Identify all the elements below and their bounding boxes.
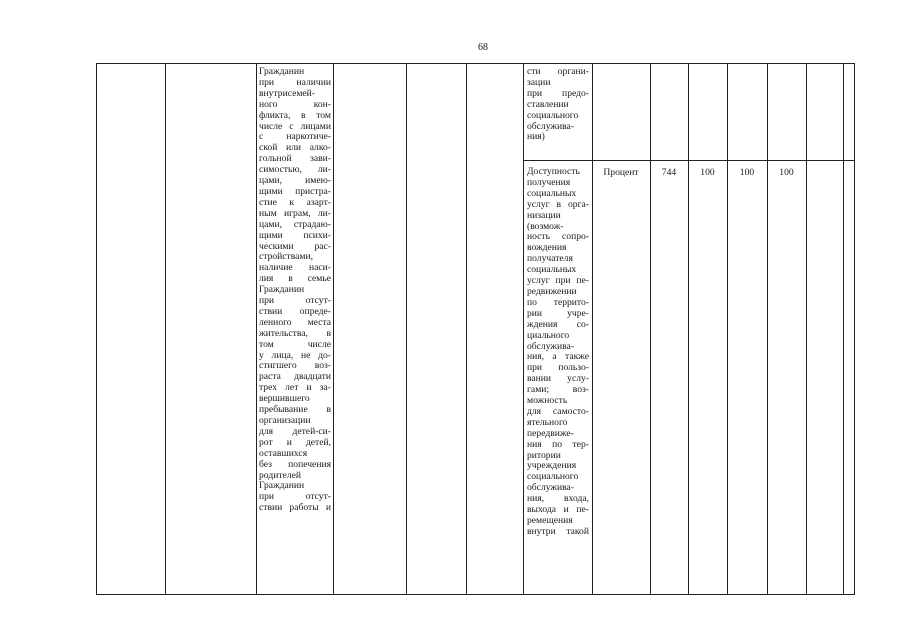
cell-text-line: ния, входа, <box>527 494 589 505</box>
cell-text-line: рии учре- <box>527 308 589 319</box>
cell-text-line: раста двадцати <box>259 372 331 383</box>
cell-text-line: получения <box>527 177 571 188</box>
cell-text-line: обслужива- <box>527 483 575 494</box>
cell-text-line: с наркотиче- <box>259 132 331 143</box>
cell-text-line: по террито- <box>527 297 589 308</box>
table-top-border <box>96 63 854 64</box>
cell-text-line: при наличии <box>259 77 331 88</box>
cell-text-line: Гражданин <box>259 481 305 492</box>
table-column-divider <box>333 63 334 595</box>
cell-text-line: ставлении <box>527 99 569 110</box>
cell-text-line: обслужива- <box>527 121 575 132</box>
cell-text-line: ность сопро- <box>527 232 589 243</box>
cell-text-line: ния, а также <box>527 352 589 363</box>
value-cell-1: 100 <box>700 167 715 178</box>
cell-text-line: вании услу- <box>527 374 589 385</box>
table-column-divider <box>523 63 524 595</box>
cell-text-line: пребывание в <box>259 405 331 416</box>
cell-text-line: Гражданин <box>259 285 305 296</box>
cell-text-line: трех лет и за- <box>259 383 331 394</box>
table-column-divider <box>854 63 855 595</box>
unit-cell: Процент <box>603 167 639 178</box>
cell-text-line: наличие наси- <box>259 263 331 274</box>
table-column-divider <box>843 63 844 595</box>
page-number: 68 <box>478 42 488 53</box>
cell-text-line: при предо- <box>527 88 589 99</box>
cell-text-line: при отсут- <box>259 296 331 307</box>
table-column-divider <box>165 63 166 595</box>
value-cell-3: 100 <box>779 167 794 178</box>
cell-text-line: учреждения <box>527 461 577 472</box>
cell-text-line: низации <box>527 210 561 221</box>
cell-text-line: жительства, в <box>259 328 331 339</box>
cell-text-line: цами, имею- <box>259 176 331 187</box>
cell-text-line: социальных <box>527 188 577 199</box>
cell-text-line: ствии работы и <box>259 503 331 514</box>
cell-text-line: социального <box>527 110 579 121</box>
table-bottom-border <box>96 594 854 595</box>
cell-text-line: у лица, не до- <box>259 350 331 361</box>
cell-text-line: можность <box>527 396 568 407</box>
table-column-divider <box>592 63 593 595</box>
cell-text-line: щими психи- <box>259 230 331 241</box>
cell-text-line: гольной зави- <box>259 154 331 165</box>
cell-text-line: при отсут- <box>259 492 331 503</box>
table-column-divider <box>256 63 257 595</box>
cell-text-line: обслужива- <box>527 341 575 352</box>
cell-text-line: ного кон- <box>259 99 331 110</box>
indicator-top-cell <box>527 67 589 143</box>
cell-text-line: внутри такой <box>527 526 589 537</box>
cell-text-line: Гражданин <box>259 67 305 77</box>
cell-text-line: циального <box>527 330 570 341</box>
table-column-divider <box>806 63 807 595</box>
cell-text-line: внутрисемей- <box>259 88 315 99</box>
cell-text-line: гами; воз- <box>527 385 589 396</box>
table-column-divider <box>650 63 651 595</box>
cell-text-line: ждения со- <box>527 319 589 330</box>
cell-text-line: стигшего воз- <box>259 361 331 372</box>
cell-text-line: ствии опреде- <box>259 306 331 317</box>
cell-text-line: социальных <box>527 265 577 276</box>
cell-text-line: ятельного <box>527 417 568 428</box>
cell-text-line: цами, страдаю- <box>259 219 331 230</box>
cell-text-line: для самосто- <box>527 406 589 417</box>
cell-text-line: ния) <box>527 132 545 143</box>
cell-text-line: передвиже- <box>527 428 574 439</box>
cell-text-line: вершившего <box>259 394 310 405</box>
cell-text-line: сти органи- <box>527 67 589 77</box>
cell-text-line: ным играм, ли- <box>259 208 331 219</box>
table-column-divider <box>466 63 467 595</box>
cell-text-line: стие к азарт- <box>259 197 331 208</box>
category-cell <box>259 67 331 514</box>
cell-text-line: ленного места <box>259 317 331 328</box>
cell-text-line: услуг в орга- <box>527 199 589 210</box>
cell-text-line: без попечения <box>259 459 331 470</box>
cell-text-line: фликта, в том <box>259 110 331 121</box>
cell-text-line: ния по тер- <box>527 439 589 450</box>
value-cell-2: 100 <box>739 167 755 178</box>
cell-text-line: ремещения <box>527 516 573 526</box>
cell-text-line: при пользо- <box>527 363 589 374</box>
cell-text-line: Доступность <box>527 167 580 177</box>
cell-text-line: вождения <box>527 243 567 254</box>
cell-text-line: рот и детей, <box>259 437 331 448</box>
table-column-divider <box>688 63 689 595</box>
cell-text-line: выхода и пе- <box>527 505 589 516</box>
cell-text-line: симостью, ли- <box>259 165 331 176</box>
cell-text-line: зации <box>527 77 551 88</box>
cell-text-line: том числе <box>259 339 331 350</box>
code-cell: 744 <box>661 167 677 178</box>
cell-text-line: организации <box>259 416 311 426</box>
table-column-divider <box>727 63 728 595</box>
table-column-divider <box>406 63 407 595</box>
indicator-main-cell <box>527 167 589 538</box>
cell-text-line: ритории <box>527 450 561 461</box>
cell-text-line: числе с лицами <box>259 121 331 132</box>
cell-text-line: ческими рас- <box>259 241 331 252</box>
cell-text-line: щими пристра- <box>259 186 331 197</box>
cell-text-line: получателя <box>527 254 573 265</box>
table-column-divider <box>767 63 768 595</box>
cell-text-line: (возмож- <box>527 221 564 232</box>
cell-text-line: для детей-си- <box>259 426 331 437</box>
cell-text-line: услуг при пе- <box>527 276 589 287</box>
cell-text-line: стройствами, <box>259 252 314 263</box>
cell-text-line: редвижении <box>527 286 577 297</box>
cell-text-line: социального <box>527 472 579 483</box>
table-column-divider <box>96 63 97 595</box>
cell-text-line: лия в семье <box>259 274 331 285</box>
cell-text-line: ской или алко- <box>259 143 331 154</box>
cell-text-line: оставшихся <box>259 448 308 459</box>
cell-text-line: родителей <box>259 470 301 481</box>
